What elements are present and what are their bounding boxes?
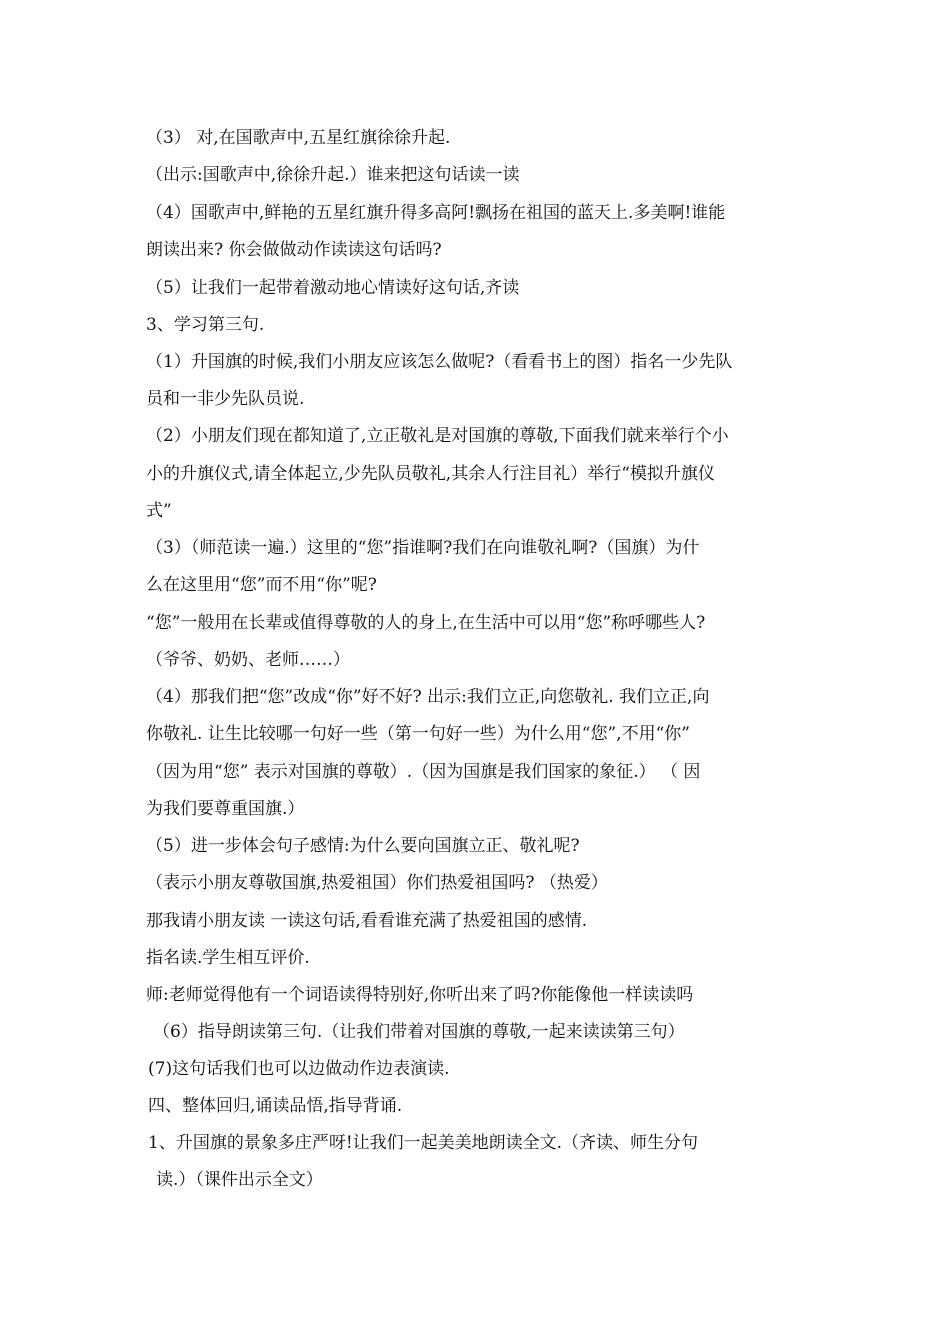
text-line: （5）进一步体会句子感情:为什么要向国旗立正、敬礼呢? [146,836,580,856]
text-line: （2）小朋友们现在都知道了,立正敬礼是对国旗的尊敬,下面我们就来举行个小 [146,426,729,446]
text-line: 小的升旗仪式,请全体起立,少先队员敬礼,其余人行注目礼）举行“模拟升旗仪 [146,464,715,484]
text-line: (7)这句话我们也可以边做动作边表演读. [148,1059,450,1079]
text-line: 朗读出来? 你会做做动作读读这句话吗? [146,240,442,260]
text-line: （5）让我们一起带着激动地心情读好这句话,齐读 [146,278,520,298]
text-line: （出示:国歌声中,徐徐升起.）谁来把这句话读一读 [146,165,520,185]
text-line: 你敬礼. 让生比较哪一句好一些（第一句好一些）为什么用“您”,不用“你” [146,724,690,744]
text-line: 式” [146,501,172,521]
text-line: “您”一般用在长辈或值得尊敬的人的身上,在生活中可以用“您”称呼哪些人? [146,613,706,633]
text-line: 指名读.学生相互评价. [146,948,310,968]
text-line: 为我们要尊重国旗.） [146,799,305,819]
text-line: （1）升国旗的时候,我们小朋友应该怎么做呢?（看看书上的图）指名一少先队 [146,352,733,372]
text-line: （因为用“您” 表示对国旗的尊敬）.（因为国旗是我们国家的象征.） （ 因 [146,762,701,782]
text-line: 读.）（课件出示全文） [156,1170,323,1190]
text-line: （3）（师范读一遍.）这里的“您”指谁啊?我们在向谁敬礼啊?（国旗）为什 [146,538,700,558]
text-line: 1、升国旗的景象多庄严呀!让我们一起美美地朗读全文.（齐读、师生分句 [148,1133,699,1153]
text-line: 3、学习第三句. [146,315,265,335]
text-line: （3） 对,在国歌声中,五星红旗徐徐升起. [146,128,451,148]
text-line: （4）国歌声中,鲜艳的五星红旗升得多高阿!飘扬在祖国的蓝天上.多美啊!谁能 [146,203,726,223]
text-line: （表示小朋友尊敬国旗,热爱祖国）你们热爱祖国吗? （热爱） [146,873,608,893]
text-line: （6）指导朗读第三句.（让我们带着对国旗的尊敬,一起来读读第三句） [153,1022,685,1042]
text-line: 那我请小朋友读 一读这句话,看看谁充满了热爱祖国的感情. [146,911,588,931]
text-line: （爷爷、奶奶、老师……） [146,650,350,670]
text-line: 么在这里用“您”而不用“你”呢? [146,575,377,595]
text-line: 员和一非少先队员说. [146,389,305,409]
text-line: （4）那我们把“您”改成“你”好不好? 出示:我们立正,向您敬礼. 我们立正,向 [146,687,710,707]
text-line: 师:老师觉得他有一个词语读得特别好,你听出来了吗?你能像他一样读读吗 [146,985,694,1005]
text-line: 四、整体回归,诵读品悟,指导背诵. [148,1096,403,1116]
